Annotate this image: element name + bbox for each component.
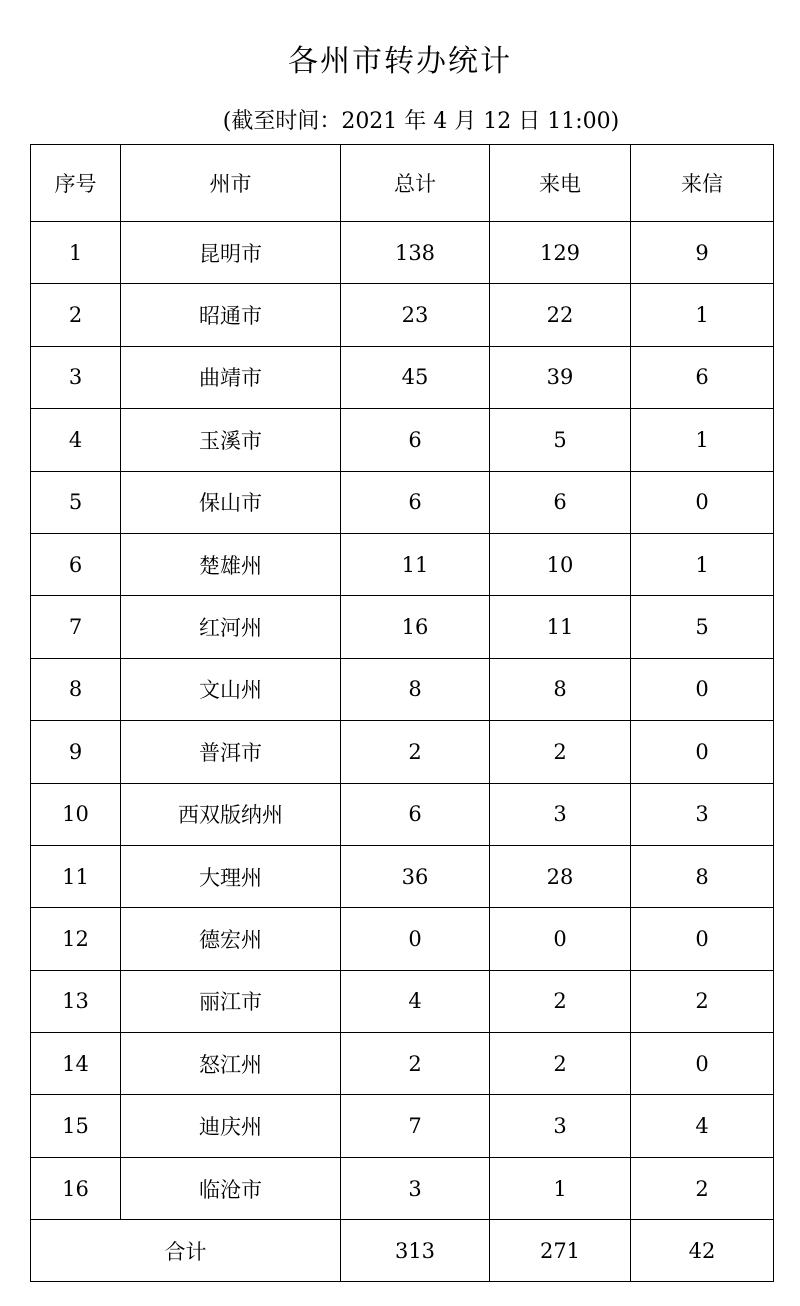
page-title: 各州市转办统计 — [288, 44, 512, 79]
cell-city: 丽江市 — [121, 970, 341, 1032]
cell-letters: 1 — [631, 409, 774, 471]
cell-total: 0 — [341, 908, 490, 970]
cell-letters: 0 — [631, 1033, 774, 1095]
cell-letters: 6 — [631, 346, 774, 408]
cell-index: 6 — [31, 533, 121, 595]
table-row — [31, 1033, 774, 1095]
cell-letters: 9 — [631, 222, 774, 284]
cell-index: 10 — [31, 783, 121, 845]
cell-index: 15 — [31, 1095, 121, 1157]
cell-total: 7 — [341, 1095, 490, 1157]
cell-total: 8 — [341, 658, 490, 720]
cell-total: 2 — [341, 1033, 490, 1095]
summary-label: 合计 — [31, 1220, 341, 1282]
cell-city: 红河州 — [121, 596, 341, 658]
cell-letters: 0 — [631, 658, 774, 720]
cell-city: 大理州 — [121, 845, 341, 907]
cell-total: 45 — [341, 346, 490, 408]
cell-index: 1 — [31, 222, 121, 284]
cell-letters: 0 — [631, 471, 774, 533]
cell-calls: 28 — [490, 845, 631, 907]
table-row — [31, 845, 774, 907]
cell-city: 文山州 — [121, 658, 341, 720]
table-row — [31, 908, 774, 970]
summary-total: 313 — [341, 1220, 490, 1282]
cell-city: 玉溪市 — [121, 409, 341, 471]
table-row — [31, 596, 774, 658]
summary-letters: 42 — [631, 1220, 774, 1282]
cell-total: 16 — [341, 596, 490, 658]
table-row — [31, 721, 774, 783]
table-row — [31, 970, 774, 1032]
table-row — [31, 658, 774, 720]
cell-index: 3 — [31, 346, 121, 408]
cell-total: 138 — [341, 222, 490, 284]
cell-calls: 8 — [490, 658, 631, 720]
table-row — [31, 1095, 774, 1157]
cell-index: 9 — [31, 721, 121, 783]
cell-letters: 1 — [631, 533, 774, 595]
header-total: 总计 — [341, 145, 490, 222]
cell-calls: 6 — [490, 471, 631, 533]
cell-city: 昭通市 — [121, 284, 341, 346]
cell-calls: 5 — [490, 409, 631, 471]
cell-index: 5 — [31, 471, 121, 533]
table-row — [31, 1157, 774, 1219]
summary-row — [31, 1220, 774, 1282]
header-index: 序号 — [31, 145, 121, 222]
cell-total: 36 — [341, 845, 490, 907]
table-row — [31, 471, 774, 533]
cell-city: 昆明市 — [121, 222, 341, 284]
cell-city: 楚雄州 — [121, 533, 341, 595]
cell-calls: 22 — [490, 284, 631, 346]
cell-total: 3 — [341, 1157, 490, 1219]
table-row — [31, 346, 774, 408]
cell-total: 6 — [341, 471, 490, 533]
cell-total: 2 — [341, 721, 490, 783]
table-row — [31, 284, 774, 346]
cell-index: 4 — [31, 409, 121, 471]
cell-calls: 129 — [490, 222, 631, 284]
table-row — [31, 409, 774, 471]
header-calls: 来电 — [490, 145, 631, 222]
cell-calls: 10 — [490, 533, 631, 595]
cell-letters: 5 — [631, 596, 774, 658]
cell-city: 德宏州 — [121, 908, 341, 970]
cell-city: 保山市 — [121, 471, 341, 533]
cell-calls: 2 — [490, 1033, 631, 1095]
cell-city: 西双版纳州 — [121, 783, 341, 845]
cell-city: 迪庆州 — [121, 1095, 341, 1157]
cell-index: 8 — [31, 658, 121, 720]
cell-letters: 2 — [631, 1157, 774, 1219]
cell-total: 6 — [341, 409, 490, 471]
table-header-row — [31, 145, 774, 222]
cell-calls: 39 — [490, 346, 631, 408]
cell-letters: 8 — [631, 845, 774, 907]
cell-index: 16 — [31, 1157, 121, 1219]
cell-index: 11 — [31, 845, 121, 907]
cell-calls: 3 — [490, 1095, 631, 1157]
cell-letters: 3 — [631, 783, 774, 845]
cell-index: 12 — [31, 908, 121, 970]
cell-city: 普洱市 — [121, 721, 341, 783]
cell-index: 7 — [31, 596, 121, 658]
cell-letters: 0 — [631, 908, 774, 970]
table-row — [31, 533, 774, 595]
table-body — [31, 222, 774, 1220]
cell-calls: 1 — [490, 1157, 631, 1219]
cell-calls: 2 — [490, 721, 631, 783]
cell-total: 4 — [341, 970, 490, 1032]
cell-calls: 0 — [490, 908, 631, 970]
cell-calls: 3 — [490, 783, 631, 845]
table-row — [31, 222, 774, 284]
cell-total: 23 — [341, 284, 490, 346]
cutoff-time-note: (截至时间：2021 年 4 月 12 日 11:00) — [222, 109, 620, 134]
cell-letters: 4 — [631, 1095, 774, 1157]
cell-total: 11 — [341, 533, 490, 595]
table-row — [31, 783, 774, 845]
header-city: 州市 — [121, 145, 341, 222]
cell-total: 6 — [341, 783, 490, 845]
cell-letters: 0 — [631, 721, 774, 783]
cell-letters: 2 — [631, 970, 774, 1032]
cell-city: 怒江州 — [121, 1033, 341, 1095]
summary-calls: 271 — [490, 1220, 631, 1282]
cell-calls: 11 — [490, 596, 631, 658]
cell-index: 14 — [31, 1033, 121, 1095]
cell-letters: 1 — [631, 284, 774, 346]
header-letters: 来信 — [631, 145, 774, 222]
transfer-stats-table — [30, 144, 774, 1282]
cell-calls: 2 — [490, 970, 631, 1032]
cell-index: 13 — [31, 970, 121, 1032]
cell-city: 临沧市 — [121, 1157, 341, 1219]
cell-city: 曲靖市 — [121, 346, 341, 408]
cell-index: 2 — [31, 284, 121, 346]
